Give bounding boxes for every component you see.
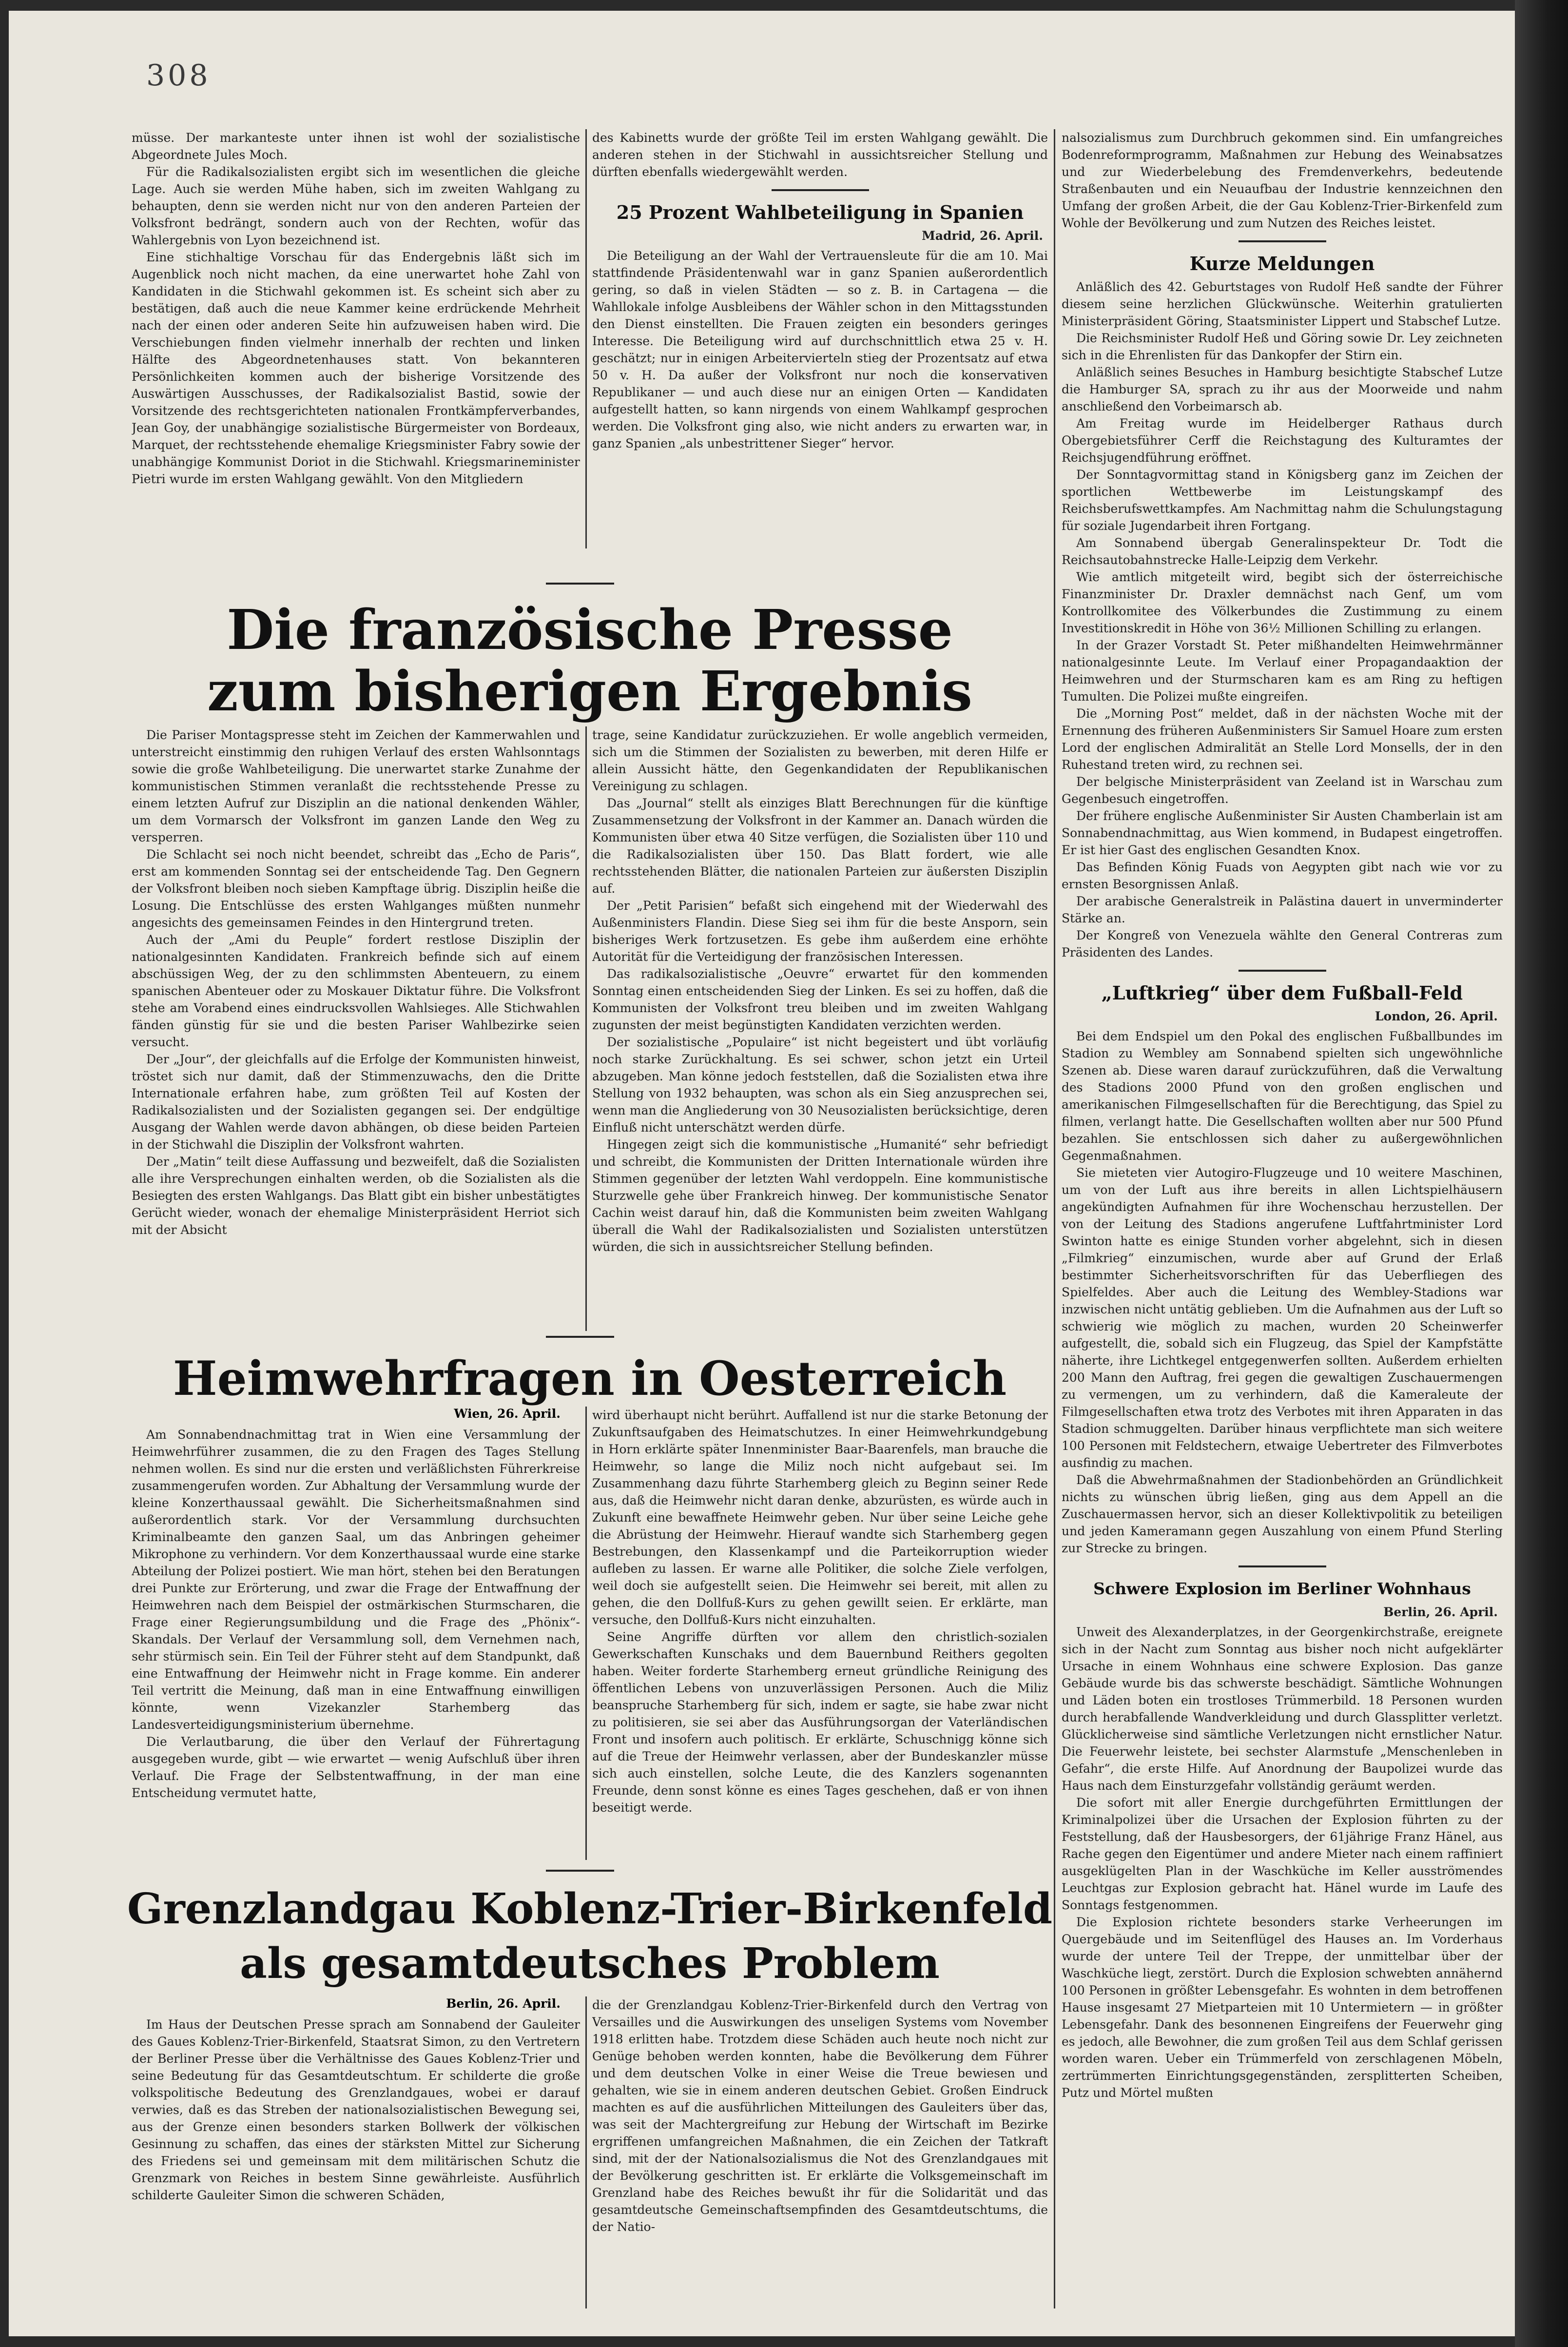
column-rule: [585, 1996, 587, 2308]
paragraph: des Kabinetts wurde der größte Teil im ersten Wahlgang gewählt. Die anderen stehen in der Stichwahl in aussichtsreicher Stellung und dürften ebenfalls wiedergewählt werden.: [592, 131, 1048, 179]
paragraph: nalsozialismus zum Durchbruch gekommen sind. Ein umfangreiches Bodenreformprogramm, Maßnahmen zur Hebung des Weinabsatzes und zur Wiederbelebung des Fremdenverkehrs, bedeutende Straßenbauten und ein Neuaufbau der Industrie kennzeichnen den Umfang der großen Arbeit, die der Gau Koblenz-Trier-Birkenfeld zum Wohle der Bevölkerung und zum Nutzen des Reiches leistet.: [1062, 131, 1503, 230]
page-number: 308: [146, 59, 211, 93]
column-rule: [585, 1407, 587, 1860]
paragraph: trage, seine Kandidatur zurückzuziehen. Er wolle angeblich vermeiden, sich um die Stimmen der Sozialisten zu bewerben, mit deren Hilfe er allein Aussicht hätte, den Gegenkandidaten der Republikanischen Vereinigung zu schlagen.: [592, 728, 1048, 793]
separator: [1239, 1565, 1326, 1567]
headline-line: als gesamtdeutsches Problem: [240, 1939, 940, 1988]
news-item: In der Grazer Vorstadt St. Peter mißhandelten Heimwehrmänner nationalgesinnte Leute. Im Verlauf einer Propagandaaktion der Heimwehren und der Sturmscharen kam es am Ring zu heftigen Tumulten. Die Polizei mußte eingreifen.: [1062, 638, 1503, 704]
news-item: Am Freitag wurde im Heidelberger Rathaus durch Obergebietsführer Cerff die Reichstagung des Kulturamtes der Reichsjugendführung eröffnet.: [1062, 416, 1503, 465]
headline-line: Die französische Presse: [227, 600, 953, 662]
paragraph: wird überhaupt nicht berührt. Auffallend ist nur die starke Betonung der Zukunftsaufgaben des Heimatschutzes. In einer Heimwehrkundgebung in Horn erklärte später Innenminister Baar-Baarenfels, man brauche die Heimwehr, so lange die Miliz noch nicht aufgebaut sei. Im Zusammenhang dazu führte Starhemberg gleich zu Beginn seiner Rede aus, daß die Heimwehr nicht daran denke, abzurüsten, es würde auch in Zukunft eine bewaffnete Heimwehr geben. Nur über seine Leiche gehe die Abrüstung der Heimwehr. Hierauf wandte sich Starhemberg gegen Bestrebungen, den Klassenkampf und die Parteikorruption wieder aufleben zu lassen. Er warne alle Politiker, die solche Ziele verfolgen, weil doch sie aufgestellt seien. Die Heimwehr sei bereit, mit allen zu gehen, die den Dollfuß-Kurs zu gehen gewillt seien. Er erklärte, man versuche, den Dollfuß-Kurs nicht einzuhalten.: [592, 1408, 1048, 1627]
spain-heading: 25 Prozent Wahlbeteiligung in Spanien: [616, 201, 1024, 223]
paragraph: Hingegen zeigt sich die kommunistische „Humanité“ sehr befriedigt und schreibt, die Kommunisten der Dritten Internationale würden ihre Stimmen gegenüber der letzten Wahl verdoppeln. Eine kommunistische Sturzwelle gehe über Frankreich hinweg. Der kommunistische Senator Cachin weist darauf hin, daß die Kommunisten beim zweiten Wahlgang überall die Wahl der Radikalsozialisten und Sozialisten unterstützen würden, die sich in aussichtsreicher Stellung befinden.: [592, 1137, 1048, 1254]
paragraph: Das „Journal“ stellt als einziges Blatt Berechnungen für die künftige Zusammensetzung der Volksfront in der Kammer an. Danach würden die Kommunisten über etwa 40 Sitze verfügen, die Sozialisten über 110 und die Radikalsozialisten über 150. Das Blatt fordert, wie alle rechtsstehenden Blätter, die nationalen Parteien zur äußersten Disziplin auf.: [592, 796, 1048, 896]
separator: [1239, 240, 1326, 242]
page-edge-shadow: [1515, 0, 1568, 2347]
paragraph: die der Grenzlandgau Koblenz-Trier-Birkenfeld durch den Vertrag von Versailles und die Auswirkungen des unseligen Systems vom November 1918 erlitten habe. Trotzdem diese Schäden auch heute noch nicht zur Genüge behoben werden konnten, habe die Bevölkerung dem Führer und dem deutschen Volke in einer Weise die Treue bewiesen und gehalten, wie sie in einem anderen deutschen Gebiet. Großen Eindruck machten es auf die ausführlichen Mitteilungen des Gauleiters über das, was seit der Machtergreifung zur Hebung der Wirtschaft im Bezirke ergriffenen umfangreichen Maßnahmen, die ein Zeichen der Tatkraft sind, mit der der Nationalsozialismus die Not des Grenzlandgaues mit der Bevölkerung geschritten ist. Er erklärte die Volksgemeinschaft im Grenzland habe des Reiches bewußt ihr für die Solidarität und das gesamtdeutsche Gemeinschaftsempfinden des Gesamtdeutschtums, die der Natio-: [592, 1998, 1048, 2234]
paragraph: Das radikalsozialistische „Oeuvre“ erwartet für den kommenden Sonntag einen entscheidenden Sieg der Linken. Es sei zu hoffen, daß die Kommunisten der Volksfront treu bleiben und im zweiten Wahlgang zugunsten der meist begünstigten Kandidaten verzichten werden.: [592, 967, 1048, 1032]
paragraph: Die Pariser Montagspresse steht im Zeichen der Kammerwahlen und unterstreicht einstimmig den ruhigen Verlauf des ersten Wahlsonntags sowie die große Wahlbeteiligung. Die unerwartet starke Zunahme der kommunistischen Stimmen veranlaßt die rechtsstehende Presse zu einem letzten Aufruf zur Disziplin an die national denkenden Wähler, um dem Vormarsch der Volksfront im ganzen Lande den Weg zu versperren.: [132, 728, 580, 844]
column-rule: [585, 726, 587, 1331]
spain-dateline: Madrid, 26. April.: [922, 229, 1043, 243]
headline-french-press: [127, 600, 1053, 723]
column-1-top: [132, 129, 580, 539]
headline-heimwehr: Heimwehrfragen in Oesterreich: [173, 1351, 1007, 1406]
grenzland-column-2: [592, 1996, 1048, 2308]
news-item: Der arabische Generalstreik in Palästina dauert in unverminderter Stärke an.: [1062, 894, 1503, 925]
news-item: Anläßlich seines Besuches in Hamburg besichtigte Stabschef Lutze die Hamburger SA, sprach zu ihr aus der Moorweide und nahm anschließend den Vorbeimarsch ab.: [1062, 365, 1503, 413]
paragraph: Im Haus der Deutschen Presse sprach am Sonnabend der Gauleiter des Gaues Koblenz-Trier-Birkenfeld, Staatsrat Simon, zu den Vertretern der Berliner Presse über die Verhältnisse des Gaues Koblenz-Trier und seine Bedeutung für das Gesamtdeutschtum. Er schilderte die große volkspolitische Bedeutung des Grenzlandgaues, wobei er darauf verwies, daß es das Streben der nationalsozialistischen Bewegung sei, aus der Grenze einen besonders starken Bollwerk der völkischen Gesinnung zu schaffen, das eines der stärksten Mittel zur Sicherung des Friedens sei und gemeinsam mit dem militärischen Schutz die Grenzmark von Reiches in bestem Sinne gewährleiste. Ausführlich schilderte Gauleiter Simon die schweren Schäden,: [132, 2017, 580, 2202]
paragraph: Die Verlautbarung, die über den Verlauf der Führertagung ausgegeben wurde, gibt — wie erwartet — wenig Aufschluß über ihren Verlauf. Die Frage der Selbstentwaffnung, in der man eine Entscheidung vermutet hatte,: [132, 1735, 580, 1800]
paragraph: müsse. Der markanteste unter ihnen ist wohl der sozialistische Abgeordnete Jules Moch.: [132, 131, 580, 162]
paragraph: Bei dem Endspiel um den Pokal des englischen Fußballbundes im Stadion zu Wembley am Sonnabend spielten sich ungewöhnliche Szenen ab. Diese waren darauf zurückzuführen, daß die Verwaltung des Stadions 2000 Pfund von den großen englischen und amerikanischen Filmgesellschaften für die Berechtigung, das Spiel zu filmen, verlangt hatte. Die Gesellschaften wollten aber nur 500 Pfund bezahlen. Sie entschlossen sich daher zu außergewöhnlichen Gegenmaßnahmen.: [1062, 1029, 1503, 1163]
headline-grenzlandgau: [97, 1882, 1082, 1991]
grenzland-dateline: Berlin, 26. April.: [446, 1996, 561, 2011]
paragraph: Der „Petit Parisien“ befaßt sich eingehend mit der Wiederwahl des Außenministers Flandin. Diese Sieg sei ihm für die beste Ansporn, sein bisheriges Werk fortzusetzen. Es gebe ihm außerdem eine erhöhte Autorität für die Verteidigung der französischen Interessen.: [592, 899, 1048, 964]
news-item: Der belgische Ministerpräsident van Zeeland ist in Warschau zum Gegenbesuch eingetroffen.: [1062, 775, 1503, 806]
paragraph: Sie mieteten vier Autogiro-Flugzeuge und 10 weitere Maschinen, um von der Luft aus ihre bereits in allen Lichtspielhäusern angekündigten Aufnahmen für ihre Wochenschau herzustellen. Der von der Leitung des Stadions angerufene Luftfahrtminister Lord Swinton hatte es einige Stunden vorher abgelehnt, sich in diesen „Filmkrieg“ einzumischen, wurde aber auf Grund der Erlaß bestimmter Sicherheitsvorschriften für das Ueberfliegen des Spielfeldes. Aber auch die Leitung des Wembley-Stadions war inzwischen nicht untätig geblieben. Um die Aufnahmen aus der Luft so schwierig wie möglich zu machen, wurden 20 Scheinwerfer aufgestellt, die, sobald sich ein Flugzeug, das Spiel der Kampfstätte näherte, ihre Lichtkegel entgegenwerfen sollten. Außerdem erhielten 200 Mann den Auftrag, frei gegen die gewaltigen Zuschauermengen zu vermengen, um zu verhindern, daß die Kameraleute der Filmgesellschaften etwa trotz des Verbotes mit ihren Apparaten in das Stadion schmuggelten. Darüber hinaus verpflichtete man sich weitere 100 Personen mit Feldstechern, etwaige Uebertreter des Filmverbotes ausfindig zu machen.: [1062, 1166, 1503, 1470]
french-column-2: [592, 726, 1048, 1331]
news-item: Die „Morning Post“ meldet, daß in der nächsten Woche mit der Ernennung des früheren Außenministers Sir Samuel Hoare zum ersten Lord der englischen Admiralität an Stelle Lord Monsells, der in den Ruhestand treten wird, zu rechnen sei.: [1062, 706, 1503, 772]
french-column-1: [132, 726, 580, 1331]
paragraph: Der sozialistische „Populaire“ ist nicht begeistert und übt vorläufig noch starke Zurückhaltung. Es sei schwer, schon jetzt ein Urteil abzugeben. Man könne jedoch feststellen, daß die Sozialisten etwa ihre Stellung von 1932 behaupten, was schon als ein Sieg anzusprechen sei, wenn man die Angliederung von 30 Neusozialisten berücksichtige, deren Einfluß nicht unterschätzt werden dürfe.: [592, 1035, 1048, 1134]
fussball-heading: „Luftkrieg“ über dem Fußball-Feld: [1101, 982, 1463, 1004]
separator: [546, 1870, 614, 1872]
news-item: Der Kongreß von Venezuela wählte den General Contreras zum Präsidenten des Landes.: [1062, 928, 1503, 959]
paragraph: Die sofort mit aller Energie durchgeführten Ermittlungen der Kriminalpolizei über die Ursachen der Explosion führten zu der Feststellung, daß der Hausbesorgers, der 61jährige Franz Hänel, aus Rache gegen den Eigentümer und andere Mieter nach einem raffiniert ausgeklügelten Plan in der Waschküche im Keller ausströmendes Leuchtgas zur Explosion gebracht hat. Hänel wurde im Laufe des Sonntags festgenommen.: [1062, 1796, 1503, 1912]
news-item: Am Sonnabend übergab Generalinspekteur Dr. Todt die Reichsautobahnstrecke Halle-Leipzig dem Verkehr.: [1062, 536, 1503, 567]
column-rule: [585, 129, 587, 548]
separator: [772, 189, 869, 191]
paragraph: Für die Radikalsozialisten ergibt sich im wesentlichen die gleiche Lage. Auch sie werden Mühe haben, sich im zweiten Wahlgang zu behaupten, denn sie werden nicht nur von den anderen Parteien der Volksfront bedrängt, sondern auch von der Rechten, wofür das Wahlergebnis von Lyon bezeichnend ist.: [132, 165, 580, 247]
paragraph: Unweit des Alexanderplatzes, in der Georgenkirchstraße, ereignete sich in der Nacht zum Sonntag aus bisher noch nicht aufgeklärter Ursache in einem Wohnhaus eine schwere Explosion. Das ganze Gebäude wurde bis das schwerste beschädigt. Sämtliche Wohnungen und Läden boten ein trostloses Trümmerbild. 18 Personen wurden durch herabfallende Wandverkleidung und durch Glassplitter verletzt. Glücklicherweise sind sämtliche Verletzungen nicht ernstlicher Natur. Die Feuerwehr leistete, bei sechster Alarmstufe „Menschenleben in Gefahr“, die erste Hilfe. Auf Anordnung der Baupolizei wurde das Haus nach dem Einsturzgefahr vollständig geräumt werden.: [1062, 1625, 1503, 1793]
paragraph: Seine Angriffe dürften vor allem den christlich-sozialen Gewerkschaften Kunschaks und dem Bauernbund Reithers gegolten haben. Weiter forderte Starhemberg erneut gründliche Reinigung des öffentlichen Lebens von unzuverlässigen Personen. Auch die Miliz beanspruche Starhemberg für sich, indem er sagte, sie habe zwar nicht zu politisieren, sie sei aber das Ausführungsorgan der Vaterländischen Front und insofern auch politisch. Er erklärte, Schuschnigg könne sich auf die Treue der Heimwehr verlassen, aber der Bundeskanzler müsse sich auch einstellen, solche Leute, die des Kanzlers sogenannten Freunde, denn sonst könne es eines Tages geschehen, daß er von ihnen beseitigt werde.: [592, 1630, 1048, 1815]
paragraph: Auch der „Ami du Peuple“ fordert restlose Disziplin der nationalgesinnten Kandidaten. Frankreich befinde sich auf einem abschüssigen Weg, der zu den schlimmsten Abenteuern, zu einem spanischen Abenteuer oder zu Moskauer Diktatur führe. Die Volksfront stehe am Vorabend eines eindrucksvollen Wahlsieges. Alle Stichwahlen fänden günstig für sie und die besten Pariser Wahlbezirke seien versucht.: [132, 933, 580, 1049]
column-2-top: [592, 129, 1048, 539]
news-item: Die Reichsminister Rudolf Heß und Göring sowie Dr. Ley zeichneten sich in die Ehrenlisten für das Dankopfer der Stirn ein.: [1062, 331, 1503, 362]
news-item: Der frühere englische Außenminister Sir Austen Chamberlain ist am Sonnabendnachmittag, aus Wien kommend, in Budapest eingetroffen. Er ist hier Gast des englischen Gesandten Knox.: [1062, 809, 1503, 857]
explosion-heading: Schwere Explosion im Berliner Wohnhaus: [1093, 1579, 1471, 1598]
separator: [546, 1336, 614, 1338]
news-item: Wie amtlich mitgeteilt wird, begibt sich der österreichische Finanzminister Dr. Draxler demnächst nach Genf, um vom Kontrollkomitee des Völkerbundes die Zustimmung zu einem Investitionskredit in Höhe von 36½ Millionen Schilling zu erlangen.: [1062, 570, 1503, 635]
paragraph: Der „Jour“, der gleichfalls auf die Erfolge der Kommunisten hinweist, tröstet sich nur damit, daß der Stimmenzuwachs, den die Dritte Internationale erfahren habe, zum größten Teil auf Kosten der Radikalsozialisten und der Sozialisten gegangen sei. Der endgültige Ausgang der Wahlen werde davon abhängen, ob diese beiden Parteien in der Stichwahl die Disziplin der Volksfront wahrten.: [132, 1052, 580, 1152]
column-3: [1062, 129, 1503, 2308]
heimwehr-column-1: [132, 1426, 580, 1860]
paragraph: Die Beteiligung an der Wahl der Vertrauensleute für die am 10. Mai stattfindende Präsidentenwahl war in ganz Spanien außerordentlich gering, so daß in vielen Städten — so z. B. in Cartagena — die Wahllokale infolge Ausbleibens der Wähler schon in den Mittagsstunden den Dienst einstellten. Die Frauen zeigten ein besonders geringes Interesse. Die Beteiligung wird auf durchschnittlich etwa 25 v. H. geschätzt; nur in einigen Arbeitervierteln stieg der Prozentsatz auf etwa 50 v. H. Da außer der Volksfront nur noch die konservativen Republikaner — und auch diese nur an einigen Orten — Kandidaten aufgestellt hatten, so kann nirgends von einem Wahlkampf gesprochen werden. Die Volksfront ging also, wie nicht anders zu erwarten war, in ganz Spanien „als unbestrittener Sieger“ hervor.: [592, 249, 1048, 450]
news-item: Das Befinden König Fuads von Aegypten gibt nach wie vor zu ernsten Besorgnissen Anlaß.: [1062, 860, 1503, 891]
paragraph: Daß die Abwehrmaßnahmen der Stadionbehörden an Gründlichkeit nichts zu wünschen übrig ließen, ging aus dem Appell an die Zuschauermassen hervor, sich an dieser Kollektivpolitik zu beteiligen und jeden Kameramann gegen Auszahlung von einem Pfund Sterling zur Strecke zu bringen.: [1062, 1473, 1503, 1555]
paragraph: Eine stichhaltige Vorschau für das Endergebnis läßt sich im Augenblick noch nicht machen, da eine unerwartet hohe Zahl von Kandidaten in die Stichwahl gekommen ist. Es scheint sich aber zu bestätigen, daß auch die neue Kammer keine erdrückende Mehrheit nach der einen oder anderen Seite hin aufzuweisen haben wird. Die Verschiebungen finden vielmehr innerhalb der rechten und linken Hälfte des Abgeordnetenhauses statt. Von bekannteren Persönlichkeiten kommen auch der bisherige Vorsitzende des Auswärtigen Ausschusses, der Radikalsozialist Bastid, sowie der Vorsitzende des rechtsgerichteten nationalen Frontkämpferverbandes, Jean Goy, der unabhängige sozialistische Bürgermeister von Bordeaux, Marquet, der rechtsstehende ehemalige Kriegsminister Fabry sowie der unabhängige Kommunist Doriot in die Stichwahl. Kriegsmarineminister Pietri wurde im ersten Wahlgang gewählt. Von den Mitgliedern: [132, 250, 580, 486]
grenzland-column-1: [132, 2016, 580, 2308]
heimwehr-column-2: [592, 1407, 1048, 1860]
paragraph: Der „Matin“ teilt diese Auffassung und bezweifelt, daß die Sozialisten alle ihre Versprechungen einhalten werden, ob die Sozialisten als die Besiegten des ersten Wahlgangs. Das Blatt gibt ein bisher unbestätigtes Gerücht wieder, wonach der ehemalige Ministerpräsident Herriot sich mit der Absicht: [132, 1154, 580, 1237]
heimwehr-dateline: Wien, 26. April.: [454, 1407, 561, 1421]
paragraph: Die Explosion richtete besonders starke Verheerungen im Quergebäude und im Seitenflügel des Hauses an. Im Vorderhaus wurde der untere Teil der Treppe, der unmittelbar über der Waschküche liegt, zerstört. Durch die Explosion schwebten annähernd 100 Personen in größter Lebensgefahr. Es wohnten in dem betroffenen Hause insgesamt 27 Mietparteien mit 10 Untermietern — in größter Lebensgefahr. Dank des besonnenen Eingreifens der Feuerwehr ging es jedoch, alle Bewohner, die zum großen Teil aus dem Schlaf gerissen worden waren. Ueber ein Trümmerfeld von zerschlagenen Möbeln, zertrümmerten Einrichtungsgegenständen, zersplitterten Scheiben, Putz und Mörtel mußten: [1062, 1915, 1503, 2100]
explosion-dateline: Berlin, 26. April.: [1383, 1605, 1498, 1619]
news-item: Der Sonntagvormittag stand in Königsberg ganz im Zeichen der sportlichen Wettbewerbe im Leistungskampf des Reichsberufswettkampfes. Am Nachmittag nahm die Schulungstagung für soziale Jugendarbeit ihren Fortgang.: [1062, 468, 1503, 533]
fussball-dateline: London, 26. April.: [1374, 1009, 1498, 1023]
headline-line: zum bisherigen Ergebnis: [207, 660, 972, 723]
kurze-meldungen-heading: Kurze Meldungen: [1189, 253, 1375, 274]
news-item: Anläßlich des 42. Geburtstages von Rudolf Heß sandte der Führer diesem seine herzlichen Glückwünsche. Weiterhin gratulierten Ministerpräsident Göring, Staatsminister Lippert und Stabschef Lutze.: [1062, 280, 1503, 328]
headline-line: Grenzlandgau Koblenz-Trier-Birkenfeld: [127, 1884, 1053, 1934]
column-rule: [1054, 129, 1055, 2308]
separator: [546, 583, 614, 585]
paragraph: Am Sonnabendnachmittag trat in Wien eine Versammlung der Heimwehrführer zusammen, die zu den Fragen des Tages Stellung nehmen wollen. Es sind nur die ersten und verläßlichsten Führerkreise zusammengerufen worden. Zur Abhaltung der Versammlung wurde der kleine Konzerthaussaal gewählt. Die Sicherheitsmaßnahmen sind außerordentlich stark. Vor der Versammlung durchsuchten Kriminalbeamte den ganzen Saal, um das Anbringen geheimer Mikrophone zu verhindern. Vor dem Konzerthaussaal wurde eine starke Abteilung der Polizei postiert. Wie man hört, stehen bei den Beratungen drei Punkte zur Erörterung, und zwar die Frage der Entwaffnung der Heimwehren nach dem Beispiel der ostmärkischen Sturmscharen, die Frage einer Regierungsumbildung und die Frage des „Phönix“-Skandals. Der Verlauf der Versammlung soll, dem Vernehmen nach, sehr stürmisch sein. Ein Teil der Führer steht auf dem Standpunkt, daß eine Entwaffnung der Heimwehr nicht in Frage komme. Ein anderer Teil vertritt die Meinung, daß man in eine Entwaffnung einwilligen könnte, wenn Vizekanzler Starhemberg das Landesverteidigungsministerium übernehme.: [132, 1428, 580, 1732]
paragraph: Die Schlacht sei noch nicht beendet, schreibt das „Echo de Paris“, erst am kommenden Sonntag sei der entscheidende Tag. Den Gegnern der Volksfront bleiben noch sieben Kampftage übrig. Disziplin heiße die Losung. Die Entschlüsse des ersten Wahlganges müßten nunmehr angesichts des gemeinsamen Feindes in den Hintergrund treten.: [132, 847, 580, 930]
separator: [1239, 970, 1326, 972]
